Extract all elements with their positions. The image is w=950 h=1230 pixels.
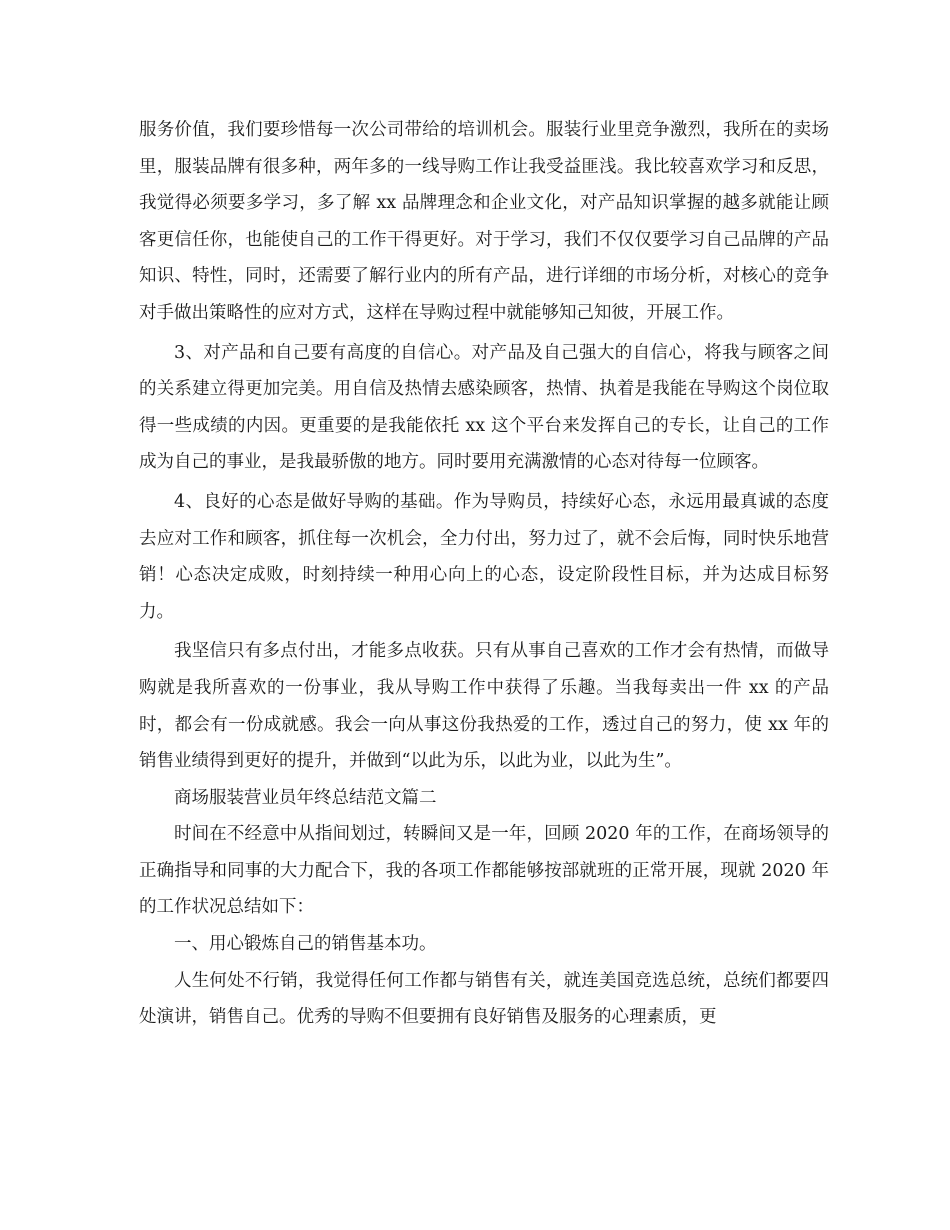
subheading-sales-skills: 一、用心锻炼自己的销售基本功。	[174, 934, 437, 955]
paragraph-sales: 人生何处不行销，我觉得任何工作都与销售有关，就连美国竞选总统，总统们都要四处演讲，销售自己。优秀的导购不但要拥有良好销售及服务的心理素质，更	[139, 970, 829, 1028]
document-body	[139, 112, 829, 1036]
section-heading: 商场服装营业员年终总结范文篇二	[174, 787, 437, 808]
paragraph-confidence: 3、对产品和自己要有高度的自信心。对产品及自己强大的自信心，将我与顾客之间的关系建立得更加完美。用自信及热情去感染顾客，热情、执着是我能在导购这个岗位取得一些成绩的内因。更重要的是我能依托 xx 这个平台来发挥自己的专长，让自己的工作成为自己的事业，是我最骄傲的地方。同时要用充满激情的心态对待每一位顾客。	[139, 342, 829, 473]
paragraph-intro: 时间在不经意中从指间划过，转瞬间又是一年，回顾 2020 年的工作，在商场领导的正确指导和同事的大力配合下，我的各项工作都能够按部就班的正常开展，现就 2020 年的工作状况总结如下：	[139, 824, 829, 918]
paragraph-attitude: 4、良好的心态是做好导购的基础。作为导购员，持续好心态，永远用最真诚的态度去应对工作和顾客，抓住每一次机会，全力付出，努力过了，就不会后悔，同时快乐地营销！心态决定成败，时刻持续一种用心向上的心态，设定阶段性目标，并为达成目标努力。	[139, 491, 829, 622]
paragraph-service-value: 服务价值，我们要珍惜每一次公司带给的培训机会。服装行业里竞争激烈，我所在的卖场里，服装品牌有很多种，两年多的一线导购工作让我受益匪浅。我比较喜欢学习和反思，我觉得必须要多学习，多了解 xx 品牌理念和企业文化，对产品知识掌握的越多就能让顾客更信任你，也能使自己的工作干得更好。对于学习，我们不仅仅要学习自己品牌的产品知识、特性，同时，还需要了解行业内的所有产品，进行详细的市场分析，对核心的竞争对手做出策略性的应对方式，这样在导购过程中就能够知己知彼，开展工作。	[139, 120, 829, 323]
paragraph-belief: 我坚信只有多点付出，才能多点收获。只有从事自己喜欢的工作才会有热情，而做导购就是我所喜欢的一份事业，我从导购工作中获得了乐趣。当我每卖出一件 xx 的产品时，都会有一份成就感。我会一向从事这份我热爱的工作，透过自己的努力，使 xx 年的销售业绩得到更好的提升，并做到“以此为乐，以此为业，以此为生”。	[139, 641, 829, 772]
